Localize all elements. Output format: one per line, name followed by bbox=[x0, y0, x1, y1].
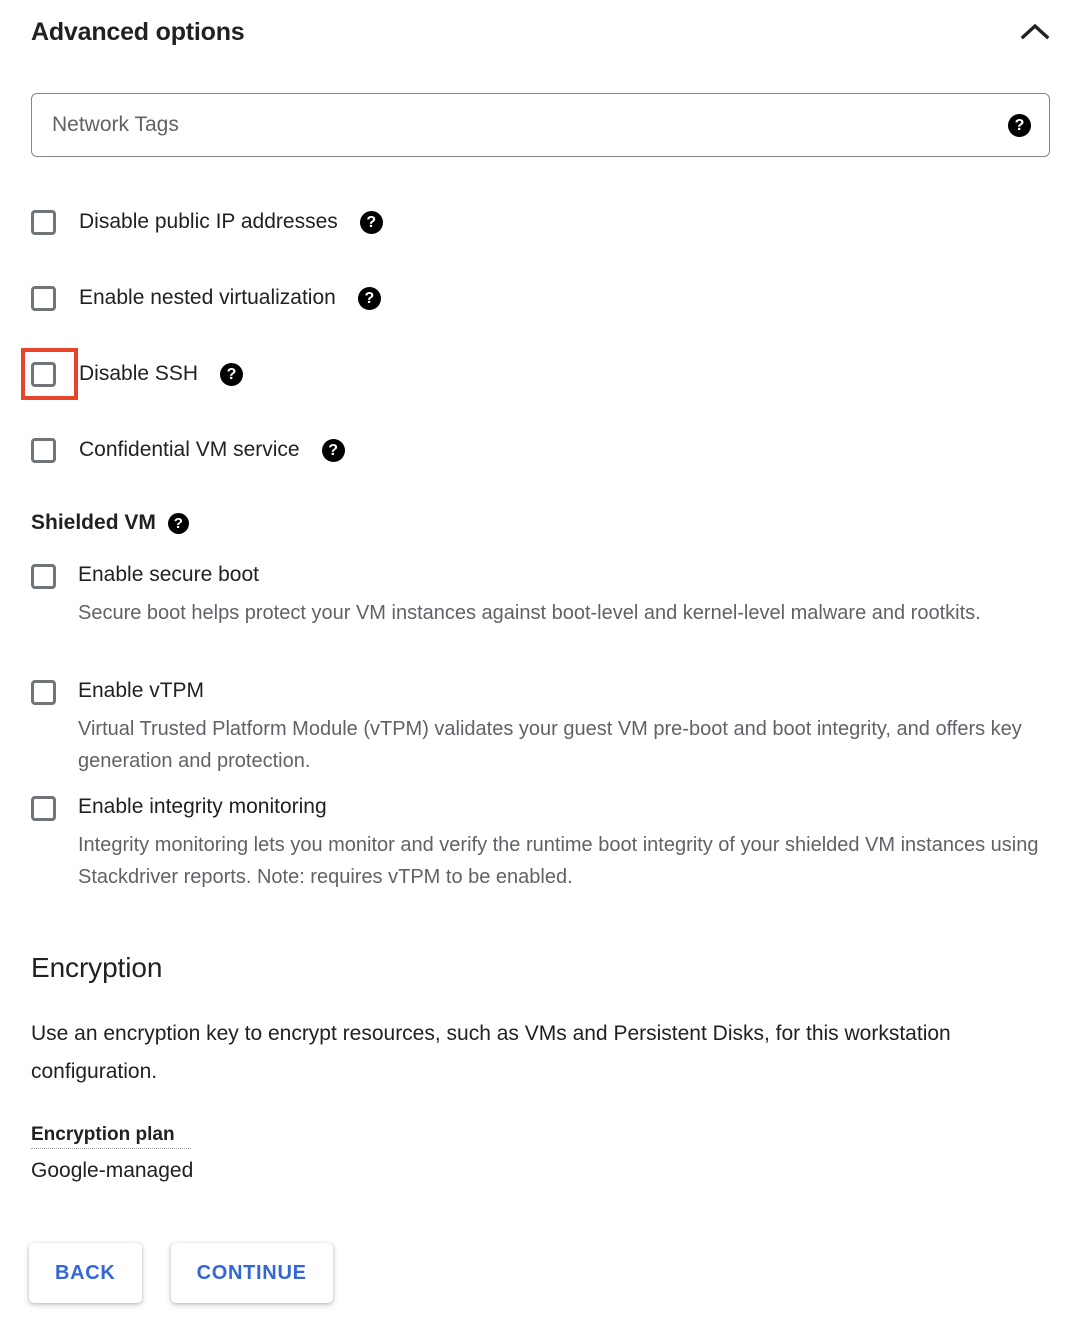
encryption-description: Use an encryption key to encrypt resources, such as VMs and Persistent Disks, for this workstation configuration. bbox=[31, 1022, 951, 1083]
checkbox-enable-vtpm[interactable] bbox=[31, 680, 56, 705]
shielded-vm-item-secure-boot[interactable] bbox=[31, 562, 1042, 629]
page-title: Advanced options bbox=[31, 18, 245, 46]
encryption-heading: Encryption bbox=[31, 952, 163, 983]
checkbox-enable-nested-virtualization[interactable] bbox=[31, 286, 56, 311]
checkbox-row-disable-public-ip[interactable] bbox=[31, 205, 383, 239]
shielded-vm-item-header[interactable] bbox=[31, 794, 1042, 821]
checkbox-confidential-vm-service[interactable] bbox=[31, 438, 56, 463]
checkbox-label: Enable nested virtualization bbox=[79, 286, 336, 309]
help-icon[interactable]: ? bbox=[322, 439, 345, 462]
checkbox-disable-public-ip[interactable] bbox=[31, 210, 56, 235]
continue-button[interactable]: CONTINUE bbox=[171, 1243, 333, 1303]
shielded-vm-item-description: Virtual Trusted Platform Module (vTPM) validates your guest VM pre-boot and boot integrity, and offers key generation and protection. bbox=[78, 718, 1022, 772]
shielded-vm-item-header[interactable] bbox=[31, 562, 1042, 589]
shielded-vm-heading bbox=[31, 511, 189, 535]
shielded-vm-item-vtpm[interactable] bbox=[31, 678, 1042, 777]
checkbox-enable-secure-boot[interactable] bbox=[31, 564, 56, 589]
shielded-vm-item-header[interactable] bbox=[31, 678, 1042, 705]
checkbox-enable-integrity-monitoring[interactable] bbox=[31, 796, 56, 821]
chevron-up-icon bbox=[1020, 22, 1050, 42]
encryption-plan-value: Google-managed bbox=[31, 1159, 194, 1182]
collapse-section-button[interactable] bbox=[1018, 15, 1052, 49]
help-icon[interactable]: ? bbox=[358, 287, 381, 310]
help-icon[interactable]: ? bbox=[168, 513, 189, 534]
footer-actions bbox=[29, 1243, 333, 1303]
shielded-vm-item-description: Integrity monitoring lets you monitor and verify the runtime boot integrity of your shielded VM instances using Stackdriver reports. Note: requires vTPM to be enabled. bbox=[78, 834, 1039, 888]
checkbox-label: Disable public IP addresses bbox=[79, 210, 338, 233]
checkbox-label: Confidential VM service bbox=[79, 438, 300, 461]
help-icon[interactable]: ? bbox=[1008, 114, 1031, 137]
checkbox-label: Enable vTPM bbox=[78, 679, 205, 702]
back-button[interactable]: BACK bbox=[29, 1243, 142, 1303]
checkbox-disable-ssh[interactable] bbox=[31, 362, 56, 387]
shielded-vm-item-integrity-monitoring[interactable] bbox=[31, 794, 1042, 893]
encryption-plan-label[interactable]: Encryption plan bbox=[31, 1124, 191, 1149]
network-tags-field[interactable] bbox=[31, 93, 1050, 157]
checkbox-label: Enable integrity monitoring bbox=[78, 795, 327, 818]
help-icon[interactable]: ? bbox=[220, 363, 243, 386]
checkbox-label: Enable secure boot bbox=[78, 563, 259, 586]
section-header bbox=[31, 12, 1052, 52]
checkbox-row-confidential-vm-service[interactable] bbox=[31, 433, 345, 467]
help-icon[interactable]: ? bbox=[360, 211, 383, 234]
network-tags-input[interactable] bbox=[50, 106, 1008, 144]
shielded-vm-item-description: Secure boot helps protect your VM instances against boot-level and kernel-level malware and rootkits. bbox=[78, 602, 981, 624]
checkbox-label: Disable SSH bbox=[79, 362, 199, 385]
checkbox-row-enable-nested-virtualization[interactable] bbox=[31, 281, 381, 315]
checkbox-row-disable-ssh[interactable] bbox=[31, 357, 243, 391]
shielded-vm-heading-label: Shielded VM bbox=[31, 511, 156, 534]
